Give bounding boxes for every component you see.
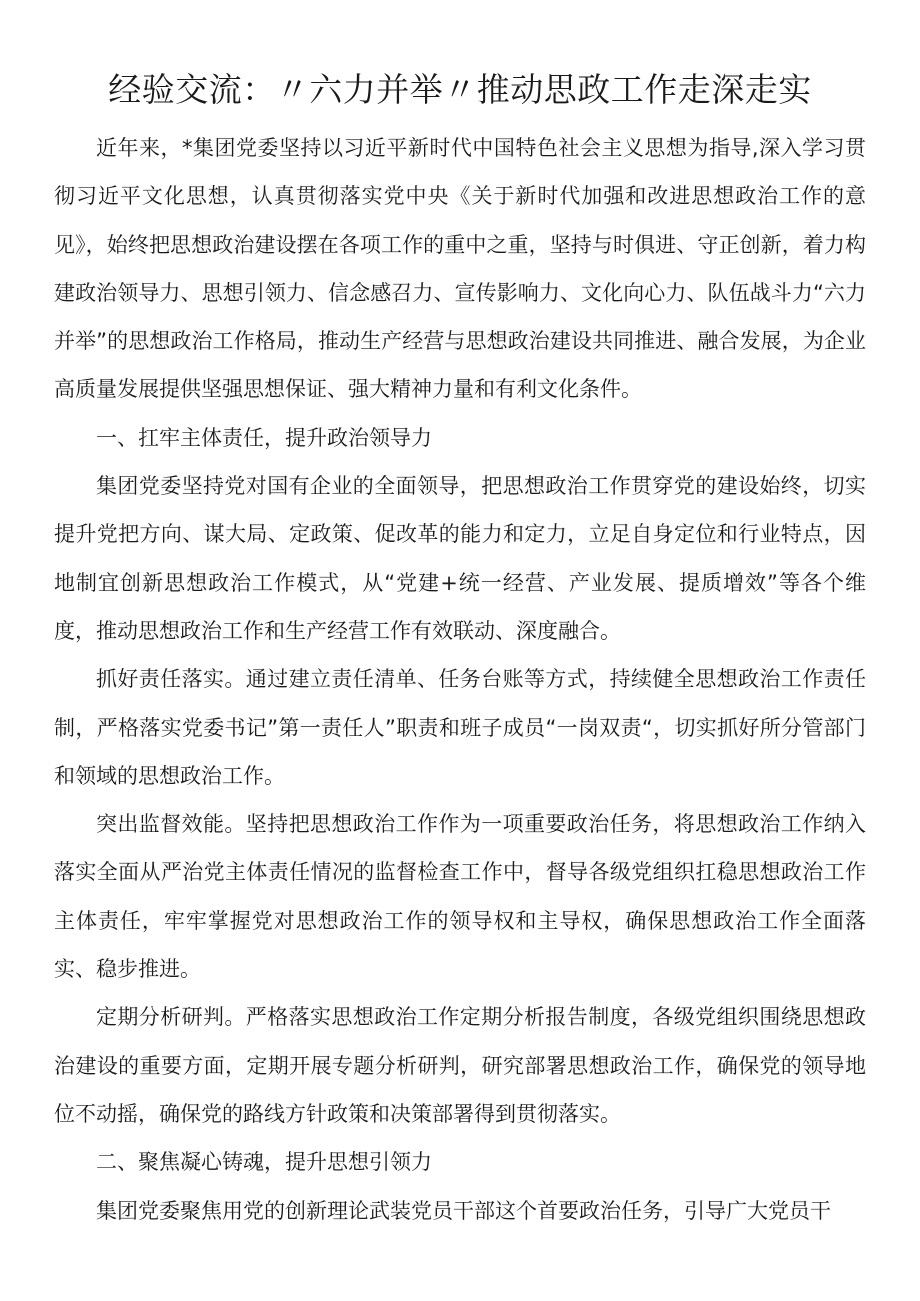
- body-paragraph: 集团党委聚焦用党的创新理论武装党员干部这个首要政治任务，引导广大党员干: [96, 1198, 831, 1223]
- section-heading-1: 一、扛牢主体责任，提升政治领导力: [96, 425, 432, 450]
- document-title: 经验交流：〃六力并举〃推动思政工作走深走实: [108, 70, 812, 109]
- body-paragraph: 突出监督效能。坚持把思想政治工作作为一项重要政治任务，将思想政治工作纳入落实全面从严治党主体责任情况的监督检查工作中，督导各级党组织扛稳思想政治工作主体责任，牢牢掌握党对思想政治工作的领导权和主导权，确保思想政治工作全面落实、稳步推进。: [54, 812, 866, 982]
- body-paragraph: 定期分析研判。严格落实思想政治工作定期分析报告制度，各级党组织围绕思想政治建设的重要方面，定期开展专题分析研判，研究部署思想政治工作，确保党的领导地位不动摇，确保党的路线方针政策和决策部署得到贯彻落实。: [54, 1005, 866, 1126]
- body-paragraph: 抓好责任落实。通过建立责任清单、任务台账等方式，持续健全思想政治工作责任制，严格落实党委书记”第一责任人”职责和班子成员“一岗双责“，切实抓好所分管部门和领域的思想政治工作。: [54, 667, 866, 788]
- document-body: [54, 124, 866, 1235]
- section-heading-2: 二、聚焦凝心铸魂，提升思想引领力: [96, 1150, 432, 1175]
- intro-paragraph: 近年来，*集团党委坚持以习近平新时代中国特色社会主义思想为指导,深入学习贯彻习近平文化思想，认真贯彻落实党中央《关于新时代加强和改进思想政治工作的意见》，始终把思想政治建设摆在各项工作的重中之重，坚持与时俱进、守正创新，着力构建政治领导力、思想引领力、信念感召力、宣传影响力、文化向心力、队伍战斗力“六力并举”的思想政治工作格局，推动生产经营与思想政治建设共同推进、融合发展，为企业高质量发展提供坚强思想保证、强大精神力量和有利文化条件。: [54, 136, 866, 402]
- body-paragraph: 集团党委坚持党对国有企业的全面领导，把思想政治工作贯穿党的建设始终，切实提升党把方向、谋大局、定政策、促改革的能力和定力，立足自身定位和行业特点，因地制宜创新思想政治工作模式，从“党建+统一经营、产业发展、提质增效”等各个维度，推动思想政治工作和生产经营工作有效联动、深度融合。: [54, 474, 866, 643]
